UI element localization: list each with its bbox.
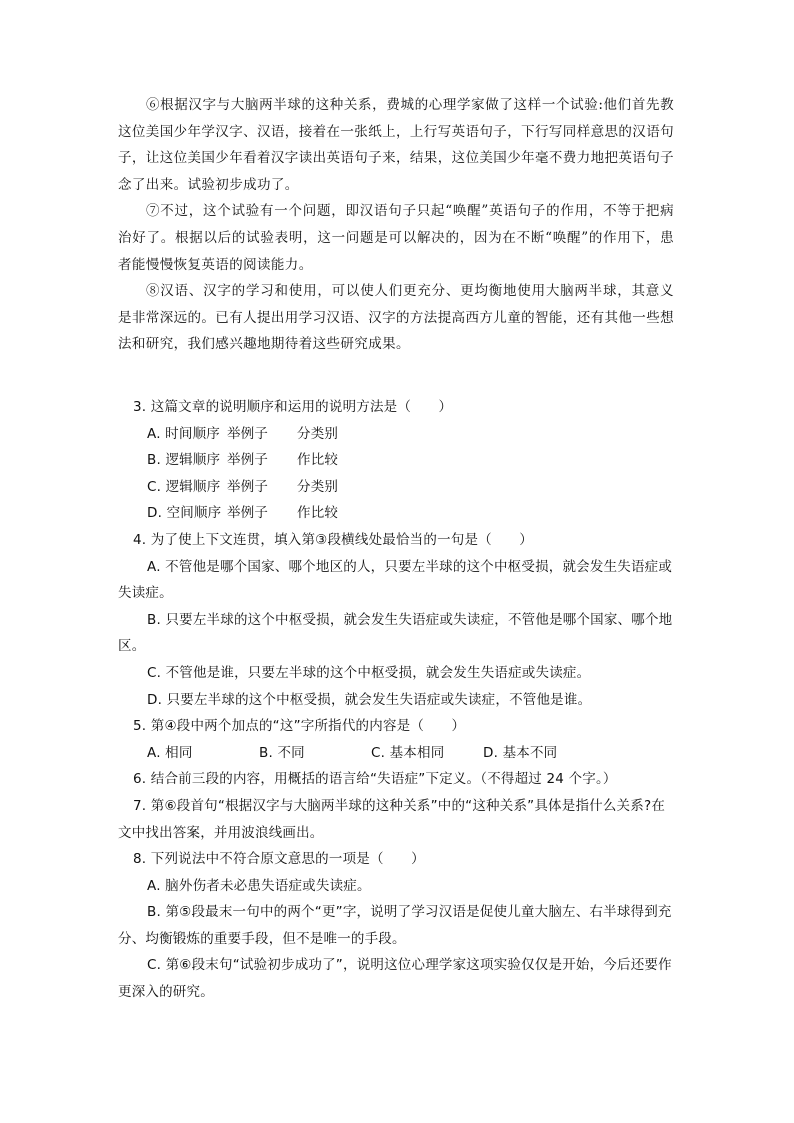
question-4-option-d: D. 只要左半球的这个中枢受损，就会发生失语症或失读症，不管他是谁。 xyxy=(147,691,592,708)
option-method-1: 举例子 xyxy=(227,425,269,442)
question-8-stem: 8. 下列说法中不符合原文意思的一项是（ ） xyxy=(133,851,425,868)
question-5-option-a: A. 相同 xyxy=(147,744,193,761)
question-3-option-c xyxy=(118,474,678,501)
question-8-option-b: B. 第⑤段最末一句中的两个“更”字，说明了学习汉语是促使儿童大脑左、右半球得到充分、均衡锻炼的重要手段，但不是唯一的手段。 xyxy=(118,904,672,947)
question-8-option-c: C. 第⑥段末句“试验初步成功了”，说明这位心理学家这项实验仅仅是开始，今后还要作更深入的研究。 xyxy=(118,957,672,1001)
question-4-stem: 4. 为了使上下文连贯，填入第③段横线处最恰当的一句是（ ） xyxy=(133,531,533,548)
question-4 xyxy=(118,527,678,713)
paragraph-8: ⑧汉语、汉字的学习和使用，可以使人们更充分、更均衡地使用大脑两半球，其意义是非常深远的。已有人提出用学习汉语、汉字的方法提高西方儿童的智能，还有其他一些想法和研究，我们感兴趣地期待着这些研究成果。 xyxy=(118,283,674,353)
option-method-2: 作比较 xyxy=(297,452,339,469)
question-3-option-d xyxy=(118,500,678,527)
paragraph-6: ⑥根据汉字与大脑两半球的这种关系，费城的心理学家做了这样一个试验:他们首先教这位美国少年学汉字、汉语，接着在一张纸上，上行写英语句子，下行写同样意思的汉语句子，让这位美国少年看着汉字读出英语句子来，结果，这位美国少年毫不费力地把英语句子念了出来。试验初步成功了。 xyxy=(118,97,674,193)
question-3-option-a xyxy=(118,421,678,448)
paragraph-7: ⑦不过，这个试验有一个问题，即汉语句子只起“唤醒”英语句子的作用，不等于把病治好了。根据以后的试验表明，这一问题是可以解决的，因为在不断“唤醒”的作用下，患者能慢慢恢复英语的阅读能力。 xyxy=(118,203,674,273)
question-3-option-b xyxy=(118,447,678,474)
question-3 xyxy=(118,394,678,527)
reading-passage xyxy=(118,92,674,358)
question-8-option-a: A. 脑外伤者未必患失语症或失读症。 xyxy=(147,877,371,894)
question-4-option-b: B. 只要左半球的这个中枢受损，就会发生失语症或失读症，不管他是哪个国家、哪个地区。 xyxy=(118,611,673,655)
option-method-1: 举例子 xyxy=(227,452,269,469)
option-method-2: 作比较 xyxy=(297,505,339,522)
question-5 xyxy=(118,713,678,766)
question-3-stem: 3. 这篇文章的说明顺序和运用的说明方法是（ ） xyxy=(133,399,453,415)
question-4-option-c: C. 不管他是谁，只要左半球的这个中枢受损，就会发生失语症或失读症。 xyxy=(147,664,591,681)
question-list xyxy=(118,394,678,1006)
option-order: D. 空间顺序 xyxy=(147,505,222,522)
question-5-option-b: B. 不同 xyxy=(259,744,305,761)
option-method-2: 分类别 xyxy=(297,478,339,495)
option-order: B. 逻辑顺序 xyxy=(147,452,221,469)
option-method-1: 举例子 xyxy=(227,505,269,522)
option-method-2: 分类别 xyxy=(297,425,339,442)
question-6-stem: 6. 结合前三段的内容，用概括的语言给“失语症”下定义。（不得超过 24 个字。） xyxy=(133,771,617,788)
question-5-option-d: D. 基本不同 xyxy=(483,744,558,761)
option-order: A. 时间顺序 xyxy=(147,425,220,442)
question-8 xyxy=(118,846,678,1006)
question-4-option-a: A. 不管他是哪个国家、哪个地区的人，只要左半球的这个中枢受损，就会发生失语症或失读症。 xyxy=(118,558,673,602)
option-method-1: 举例子 xyxy=(227,478,269,495)
question-5-options xyxy=(118,740,678,767)
question-7-stem: 7. 第⑥段首句“根据汉字与大脑两半球的这种关系”中的“这种关系”具体是指什么关系?在文中找出答案，并用波浪线画出。 xyxy=(118,797,666,841)
question-5-stem: 5. 第④段中两个加点的“这”字所指代的内容是（ ） xyxy=(133,718,466,735)
question-5-option-c: C. 基本相同 xyxy=(371,744,445,761)
option-order: C. 逻辑顺序 xyxy=(147,478,221,495)
